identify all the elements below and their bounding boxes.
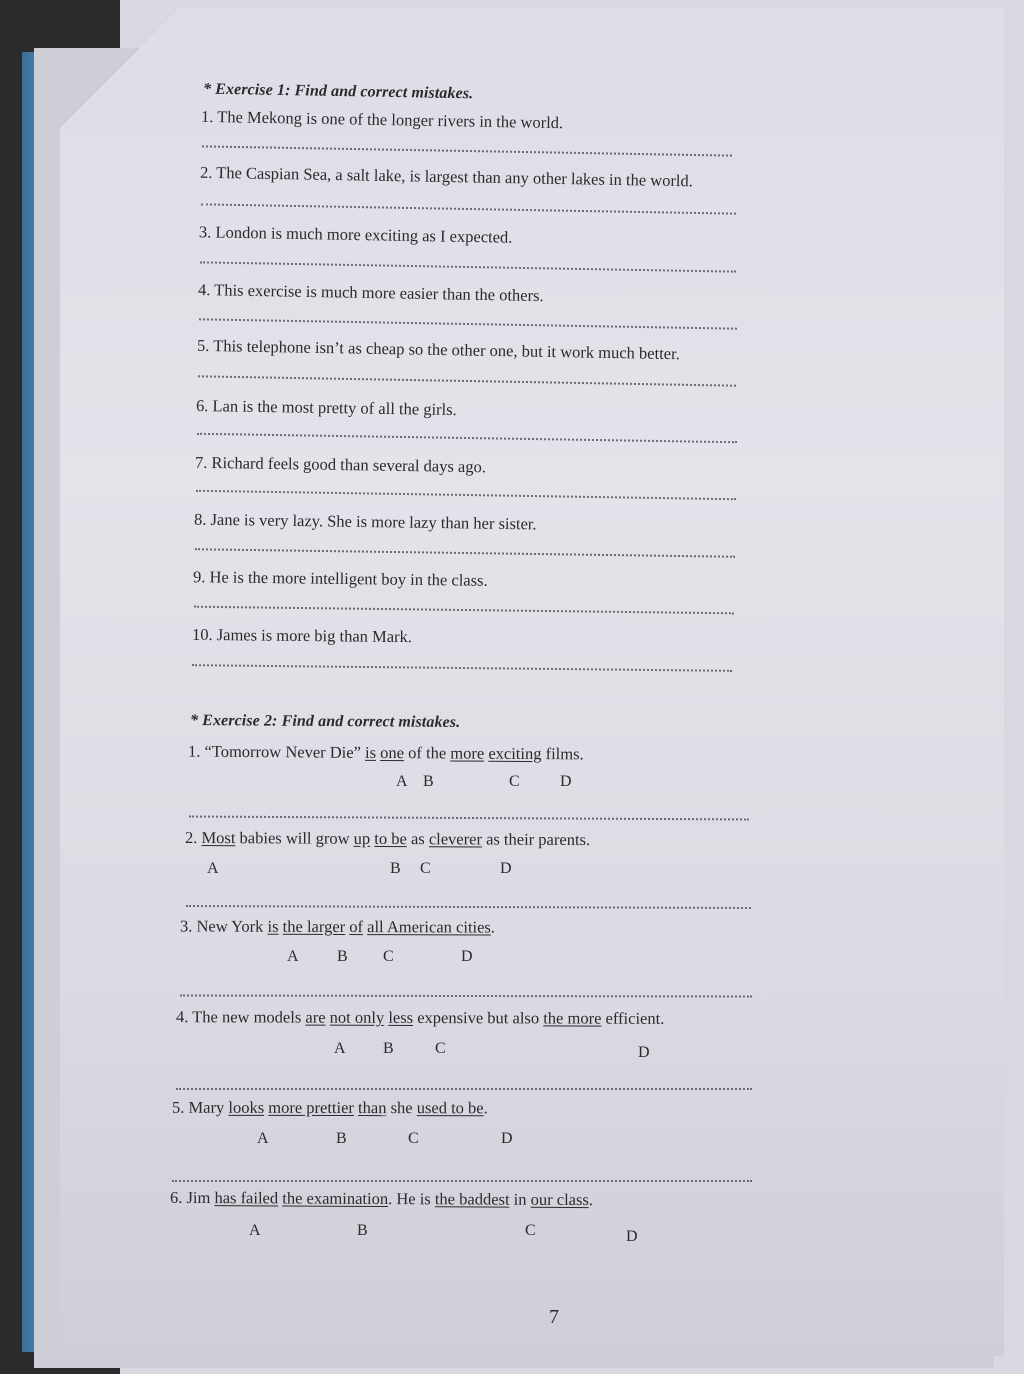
answer-line[interactable]: [172, 1180, 752, 1182]
answer-line[interactable]: [194, 606, 734, 615]
exercise-1-item-2: 2. The Caspian Sea, a salt lake, is largest than any other lakes in the world.: [199, 162, 694, 191]
exercise-1-heading: * Exercise 1: Find and correct mistakes.: [202, 80, 474, 103]
option-letter: A: [249, 1222, 261, 1239]
option-letter: C: [525, 1222, 536, 1239]
option-letter: C: [509, 773, 520, 790]
option-letter: C: [408, 1130, 419, 1147]
option-letter: B: [383, 1040, 394, 1057]
exercise-1-item-9: 9. He is the more intelligent boy in the class.: [192, 567, 488, 590]
exercise-2-item-4: 4. The new models are not only less expensive but also the more efficient.: [175, 1007, 665, 1028]
option-letters: [0, 1130, 700, 1150]
answer-line[interactable]: [176, 1088, 752, 1090]
exercise-2-item-2: 2. Most babies will grow up to be as cleverer as their parents.: [184, 827, 591, 850]
answer-line[interactable]: [198, 375, 736, 386]
answer-line[interactable]: [201, 203, 736, 214]
exercise-2-item-6: 6. Jim has failed the examination. He is the baddest in our class.: [169, 1187, 594, 1210]
option-letter: D: [626, 1228, 638, 1245]
option-letter: D: [500, 860, 512, 877]
option-letter: D: [560, 773, 572, 790]
option-letter: A: [334, 1040, 346, 1057]
exercise-2-item-1: 1. “Tomorrow Never Die” is one of the more exciting films.: [187, 741, 584, 764]
answer-line[interactable]: [189, 816, 749, 821]
option-letter: A: [396, 773, 408, 790]
exercise-1-item-5: 5. This telephone isn’t as cheap so the other one, but it work much better.: [196, 335, 680, 364]
option-letter: A: [287, 948, 299, 965]
answer-line[interactable]: [196, 490, 736, 500]
option-letter: D: [638, 1044, 650, 1061]
exercise-1-item-3: 3. London is much more exciting as I expected.: [198, 222, 513, 247]
option-letters: [0, 1040, 700, 1060]
exercise-1-item-7: 7. Richard feels good than several days ago.: [194, 452, 487, 477]
option-letter: C: [435, 1040, 446, 1057]
option-letter: B: [337, 948, 348, 965]
answer-line[interactable]: [200, 261, 736, 272]
option-letter: D: [501, 1130, 513, 1147]
answer-line[interactable]: [199, 318, 737, 329]
exercise-1-item-4: 4. This exercise is much more easier than the others.: [197, 279, 544, 306]
option-letter: A: [257, 1130, 269, 1147]
exercise-1-item-6: 6. Lan is the most pretty of all the girls.: [195, 395, 457, 420]
answer-line[interactable]: [195, 548, 735, 558]
option-letters: [0, 948, 700, 968]
option-letters: [0, 860, 700, 880]
exercise-1-item-1: 1. The Mekong is one of the longer rivers in the world.: [200, 106, 564, 133]
exercise-1-item-8: 8. Jane is very lazy. She is more lazy than her sister.: [193, 509, 537, 534]
page-number: 7: [549, 1306, 559, 1328]
answer-line[interactable]: [192, 664, 732, 672]
option-letter: B: [336, 1130, 347, 1147]
option-letters: [0, 773, 700, 793]
answer-line[interactable]: [197, 433, 737, 443]
answer-line[interactable]: [180, 995, 752, 998]
exercise-2-item-3: 3. New York is the larger of all American cities.: [179, 916, 496, 937]
answer-line[interactable]: [186, 905, 751, 909]
option-letter: B: [357, 1222, 368, 1239]
option-letter: B: [423, 773, 434, 790]
exercise-1-item-10: 10. James is more big than Mark.: [191, 624, 413, 647]
option-letters: [0, 1222, 700, 1245]
option-letter: C: [383, 948, 394, 965]
option-letter: D: [461, 948, 473, 965]
option-letter: A: [207, 860, 219, 877]
option-letter: C: [420, 860, 431, 877]
option-letter: B: [390, 860, 401, 877]
exercise-2-item-5: 5. Mary looks more prettier than she used to be.: [171, 1097, 488, 1118]
exercise-2-heading: * Exercise 2: Find and correct mistakes.: [189, 712, 461, 731]
answer-line[interactable]: [202, 145, 732, 156]
